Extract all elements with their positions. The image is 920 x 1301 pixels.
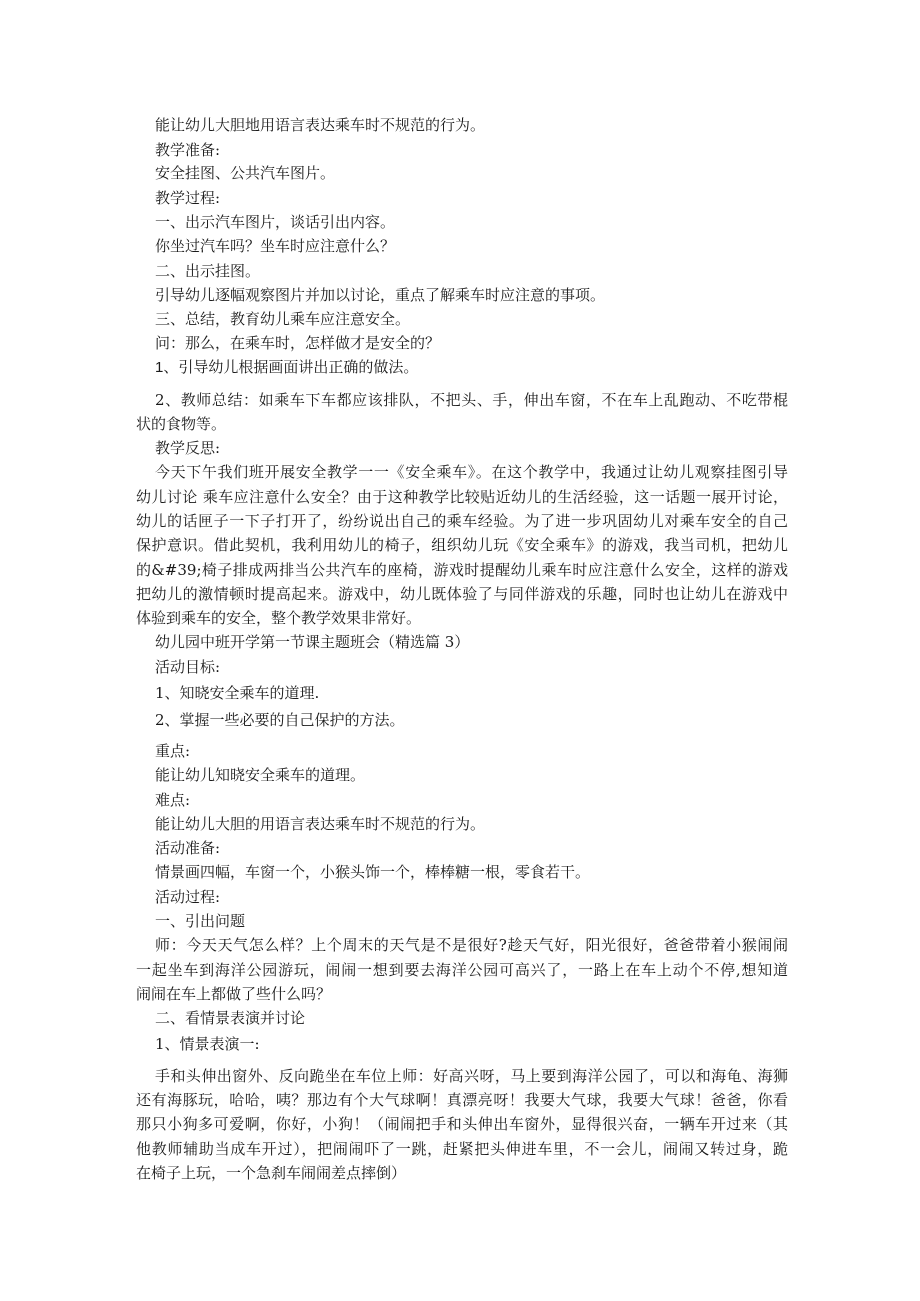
text-line: 安全挂图、公共汽车图片。 [155,164,336,182]
section-heading: 重点: [155,742,191,760]
text-line: 手和头伸出窗外、反向跪坐在车位上师：好高兴呀，马上要到海洋公园了，可以和海龟、海狮 [155,1067,788,1085]
text-line: 2、教师总结：如乘车下车都应该排队，不把头、手，伸出车窗，不在车上乱跑动、不吃带棍 [155,391,788,409]
section-heading: 教学过程: [155,189,221,207]
section-heading: 活动准备: [155,839,221,857]
text-line: 能让幼儿大胆地用语言表达乘车时不规范的行为。 [155,116,486,134]
text-line: 幼儿的话匣子一下子打开了，纷纷说出自己的乘车经验。为了进一步巩固幼儿对乘车安全的自己 [136,512,788,530]
text-line: 还有海豚玩，哈哈，咦？那边有个大气球啊！真漂亮呀！我要大气球，我要大气球！爸爸，你看 [136,1091,788,1109]
list-item: 1、知晓安全乘车的道理. [155,684,320,702]
text-line: 情景画四幅，车窗一个，小猴头饰一个，棒棒糖一根，零食若干。 [155,863,591,881]
section-heading: 难点: [155,791,191,809]
text-line: 引导幼儿逐幅观察图片并加以讨论，重点了解乘车时应注意的事项。 [155,286,606,304]
text-line: 在椅子上玩，一个急刹车闹闹差点摔倒） [136,1164,407,1182]
text-line: 二、看情景表演并讨论 [155,1009,306,1027]
text-line: 你坐过汽车吗？坐车时应注意什么？ [155,237,396,255]
list-item: 2、掌握一些必要的自己保护的方法。 [155,711,405,729]
text-line: 一起坐车到海洋公园游玩，闹闹一想到要去海洋公园可高兴了，一路上在车上动个不停,想知道 [136,961,788,979]
section-title: 幼儿园中班开学第一节课主题班会（精选篇 3） [155,633,470,651]
text-line: 问：那么，在乘车时，怎样做才是安全的？ [155,334,441,352]
list-item: 1、情景表演一: [155,1035,260,1053]
text-line: 1、引导幼儿根据画面讲出正确的做法。 [155,359,419,376]
text-line: 状的食物等。 [136,415,227,433]
section-heading: 活动目标: [155,658,221,676]
text-line: 幼儿讨论 乘车应注意什么安全？由于这种教学比较贴近幼儿的生活经验，这一话题一展开讨论， [136,488,788,506]
text-line: 能让幼儿知晓安全乘车的道理。 [155,766,366,784]
text-line: 一、出示汽车图片，谈话引出内容。 [155,213,396,231]
text-line: 把幼儿的激情顿时提高起来。游戏中，幼儿既体验了与同伴游戏的乐趣，同时也让幼儿在游戏中 [136,585,788,603]
section-heading: 活动过程: [155,888,221,906]
text-line: 师：今天天气怎么样？上个周末的天气是不是很好?趁天气好，阳光很好，爸爸带着小猴闹闹 [155,936,788,954]
text-line: 保护意识。借此契机，我利用幼儿的椅子，组织幼儿玩《安全乘车》的游戏，我当司机，把幼儿 [136,536,788,554]
text-line: 体验到乘车的安全，整个教学效果非常好。 [136,609,422,627]
text-line: 的&#39;椅子排成两排当公共汽车的座椅，游戏时提醒幼儿乘车时应注意什么安全，这样的游戏 [136,561,788,579]
text-line: 他教师辅助当成车开过），把闹闹吓了一跳，赶紧把头伸进车里，不一会儿，闹闹又转过身，跪 [136,1140,788,1158]
text-line: 能让幼儿大胆的用语言表达乘车时不规范的行为。 [155,815,486,833]
text-line: 闹闹在车上都做了些什么吗？ [136,985,332,1003]
text-line: 三、总结，教育幼儿乘车应注意安全。 [155,310,411,328]
text-line: 二、出示挂图。 [155,262,261,280]
text-line: 那只小狗多可爱啊，你好，小狗！（闹闹把手和头伸出车窗外，显得很兴奋，一辆车开过来（其 [136,1115,788,1133]
section-heading: 教学反思: [155,439,221,457]
section-heading: 教学准备: [155,141,221,159]
text-line: 今天下午我们班开展安全教学一一《安全乘车》。在这个教学中，我通过让幼儿观察挂图引导 [155,463,788,481]
text-line: 一、引出问题 [155,912,246,930]
